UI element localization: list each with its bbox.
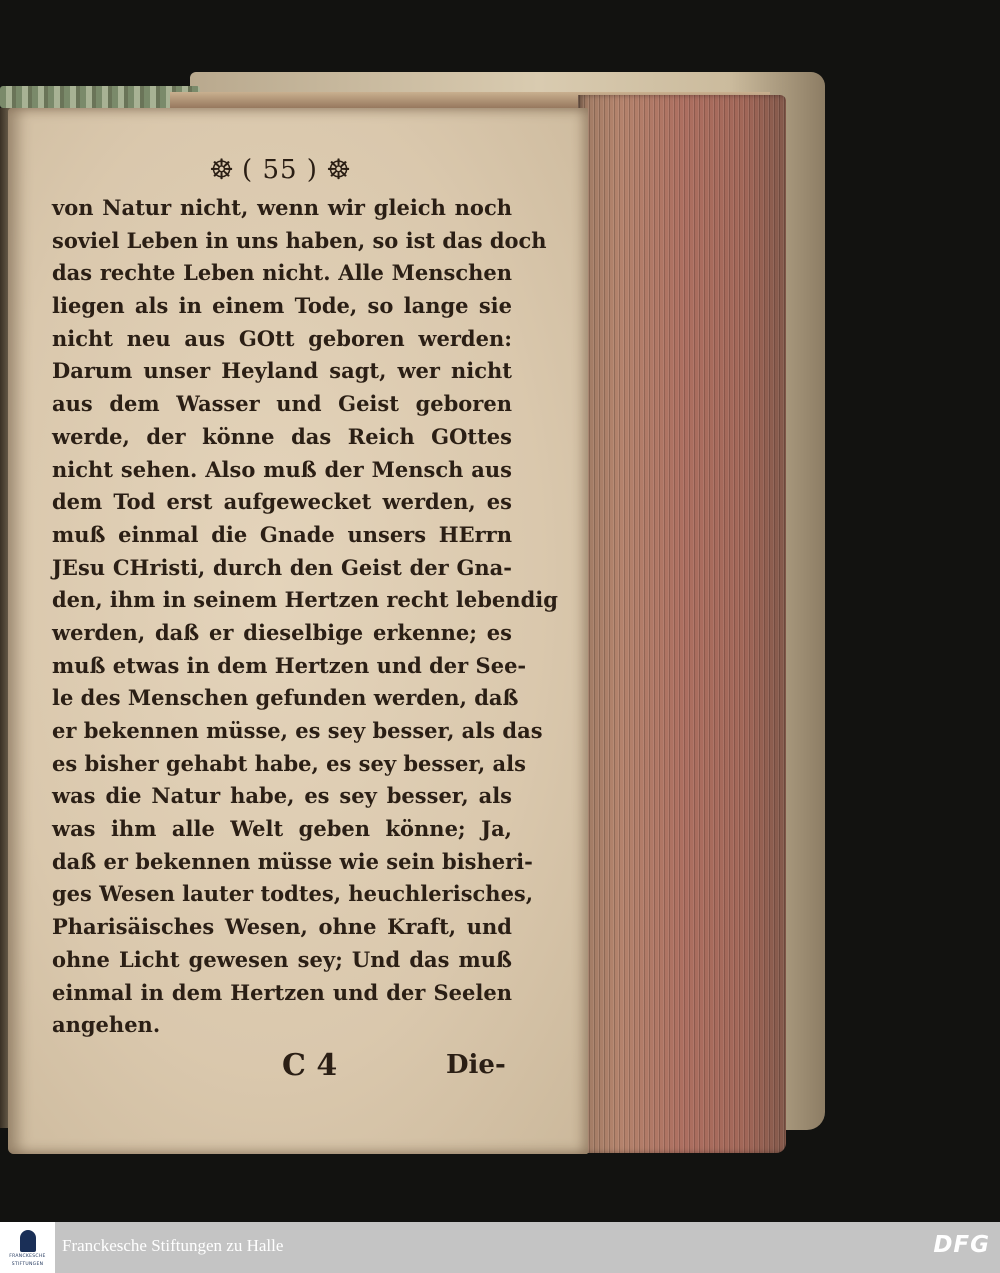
text-line: das rechte Leben nicht. Alle Menschen bbox=[52, 260, 512, 286]
ornament-right-icon: ☸ bbox=[325, 153, 352, 186]
text-line: nicht neu aus GOtt geboren werden: bbox=[52, 325, 512, 351]
text-line: muß etwas in dem Hertzen und der See- bbox=[52, 652, 527, 678]
text-line: was die Natur habe, es sey besser, als bbox=[52, 783, 512, 809]
text-line: le des Menschen gefunden werden, daß bbox=[52, 685, 519, 711]
text-line: es bisher gehabt habe, es sey besser, als bbox=[52, 750, 526, 776]
institution-name[interactable]: Franckesche Stiftungen zu Halle bbox=[62, 1236, 284, 1255]
text-line: JEsu CHristi, durch den Geist der Gna- bbox=[52, 554, 512, 580]
text-line: was ihm alle Welt geben könne; Ja, bbox=[52, 816, 512, 842]
institution-logo[interactable] bbox=[0, 1222, 55, 1273]
signature-mark: C 4 bbox=[282, 1048, 338, 1083]
body-text bbox=[52, 192, 558, 1042]
text-line: werde, der könne das Reich GOttes bbox=[52, 423, 512, 449]
dfg-logo[interactable]: DFG bbox=[933, 1232, 990, 1258]
text-line: er bekennen müsse, es sey besser, als das bbox=[52, 718, 543, 743]
text-line: dem Tod erst aufgewecket werden, es bbox=[52, 489, 512, 515]
orphanage-building-icon bbox=[20, 1230, 36, 1252]
page-number: ( 55 ) bbox=[242, 155, 318, 185]
page-header bbox=[195, 150, 365, 190]
text-line: den, ihm in seinem Hertzen recht lebendig bbox=[52, 587, 558, 613]
text-line: Pharisäisches Wesen, ohne Kraft, und bbox=[52, 914, 512, 940]
ornament-left-icon: ☸ bbox=[208, 153, 235, 186]
text-line: liegen als in einem Tode, so lange sie bbox=[52, 293, 512, 319]
text-line: werden, daß er dieselbige erkenne; es bbox=[52, 619, 512, 645]
text-line: muß einmal die Gnade unsers HErrn bbox=[52, 521, 512, 547]
text-line: ohne Licht gewesen sey; Und das muß bbox=[52, 946, 512, 972]
text-line: aus dem Wasser und Geist geboren bbox=[52, 391, 512, 417]
text-line: daß er bekennen müsse wie sein bisheri- bbox=[52, 848, 533, 874]
logo-text-2: STIFTUNGEN bbox=[11, 1261, 44, 1267]
text-line: ges Wesen lauter todtes, heuchlerisches, bbox=[52, 881, 534, 907]
text-line: angehen. bbox=[52, 1012, 161, 1038]
logo-text-1: FRANCKESCHE bbox=[9, 1253, 46, 1259]
text-line: nicht sehen. Also muß der Mensch aus bbox=[52, 456, 512, 482]
text-line: soviel Leben in uns haben, so ist das doch bbox=[52, 227, 547, 253]
text-line: einmal in dem Hertzen und der Seelen bbox=[52, 979, 512, 1005]
text-line: Darum unser Heyland sagt, wer nicht bbox=[52, 358, 512, 384]
catchword: Die- bbox=[446, 1050, 506, 1080]
page-fore-edge bbox=[578, 95, 786, 1153]
footer-bar bbox=[0, 1222, 1000, 1273]
text-line: von Natur nicht, wenn wir gleich noch bbox=[52, 195, 512, 220]
